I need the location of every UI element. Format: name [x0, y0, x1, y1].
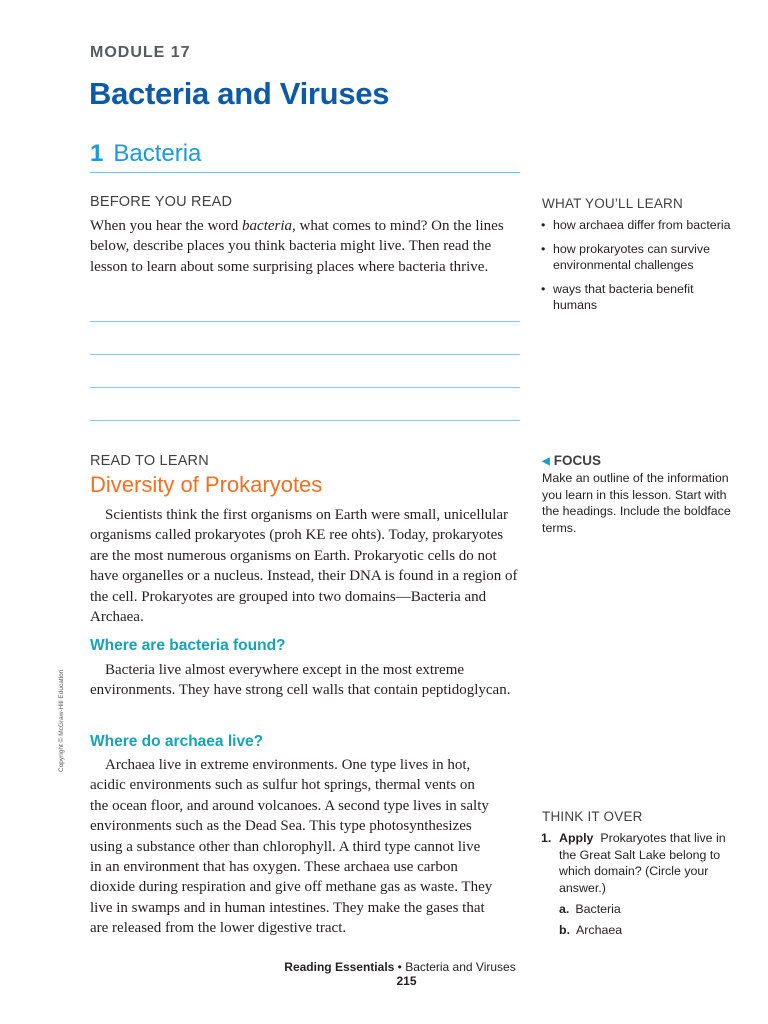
objective-item: • how archaea differ from bacteria	[541, 217, 741, 234]
question-keyword: Apply	[559, 831, 594, 845]
footer-title: Bacteria and Viruses	[405, 960, 516, 974]
copyright-notice: Copyright © McGraw-Hill Education	[58, 669, 65, 772]
answer-choice-b[interactable]: b. Archaea	[559, 922, 623, 937]
answer-line-3[interactable]	[90, 387, 520, 388]
footer-brand: Reading Essentials	[284, 960, 395, 974]
lesson-title: Bacteria	[113, 140, 202, 167]
question-number: 1.	[541, 831, 552, 845]
focus-label: ◀ FOCUS	[542, 453, 601, 468]
topic-title: Diversity of Prokaryotes	[90, 472, 323, 497]
emphasis-term: bacteria	[242, 218, 293, 234]
lesson-number: 1	[90, 140, 104, 167]
triangle-left-icon: ◀	[542, 456, 550, 467]
objective-item: • ways that bacteria benefit humans	[541, 281, 741, 314]
read-to-learn-label: READ TO LEARN	[90, 453, 209, 469]
subhead-bacteria-found: Where are bacteria found?	[90, 637, 286, 654]
answer-choice-a[interactable]: a. Bacteria	[559, 902, 621, 916]
what-youll-learn-label: WHAT YOU’LL LEARN	[542, 196, 683, 211]
intro-paragraph: Scientists think the first organisms on Earth were small, unicellular organisms called prokaryotes (proh KE ree ohts). Today, prokaryotes are the most numerous organisms on Earth. Prokaryotic cells do not have organelles or a nucleus. Instead, their DNA is found in a region of the cell. Prokaryotes are grouped into two domains—Bacteria and Archaea.	[90, 507, 518, 626]
module-title: Bacteria and Viruses	[89, 76, 390, 111]
page-footer: Reading Essentials • Bacteria and Viruses	[284, 960, 516, 974]
subhead-archaea-live: Where do archaea live?	[90, 733, 264, 750]
archaea-paragraph: Archaea live in extreme environments. One type lives in hot, acidic environments such as sulfur hot springs, thermal vents on the ocean floor, and around volcanoes. A second type lives in salty environments such as the Dead Sea. This type photosynthesizes using a substance other than chlorophyll. A third type cannot live in an environment that has oxygen. These archaea use carbon dioxide during respiration and give off methane gas as waste. They live in swamps and in human intestines. They make the gases that are released from the lower digestive tract.	[90, 757, 493, 937]
page-number: 215	[396, 974, 417, 988]
learning-objectives-list	[541, 217, 741, 321]
focus-text: Make an outline of the information you learn in this lesson. Start with the headings. Include the boldface terms.	[542, 471, 731, 535]
question-1	[541, 830, 746, 938]
question-text: Prokaryotes that live in the Great Salt Lake belong to which domain? (Circle your answer.)	[559, 831, 726, 895]
answer-line-1[interactable]	[90, 321, 520, 322]
lesson-heading	[90, 140, 201, 168]
module-label: MODULE 17	[90, 44, 191, 61]
objective-item: • how prokaryotes can survive environmental challenges	[541, 241, 741, 274]
before-you-read-text: When you hear the word bacteria, what comes to mind? On the lines below, describe places you think bacteria might live. Then read the lesson to learn about some surprising places where bacteria thrive.	[90, 218, 504, 275]
answer-line-2[interactable]	[90, 354, 520, 355]
lesson-divider	[90, 172, 520, 173]
before-you-read-label: BEFORE YOU READ	[90, 194, 233, 210]
answer-line-4[interactable]	[90, 420, 520, 421]
bacteria-paragraph: Bacteria live almost everywhere except in the most extreme environments. They have strong cell walls that contain peptidoglycan.	[90, 662, 511, 699]
think-it-over-label: THINK IT OVER	[542, 809, 643, 824]
